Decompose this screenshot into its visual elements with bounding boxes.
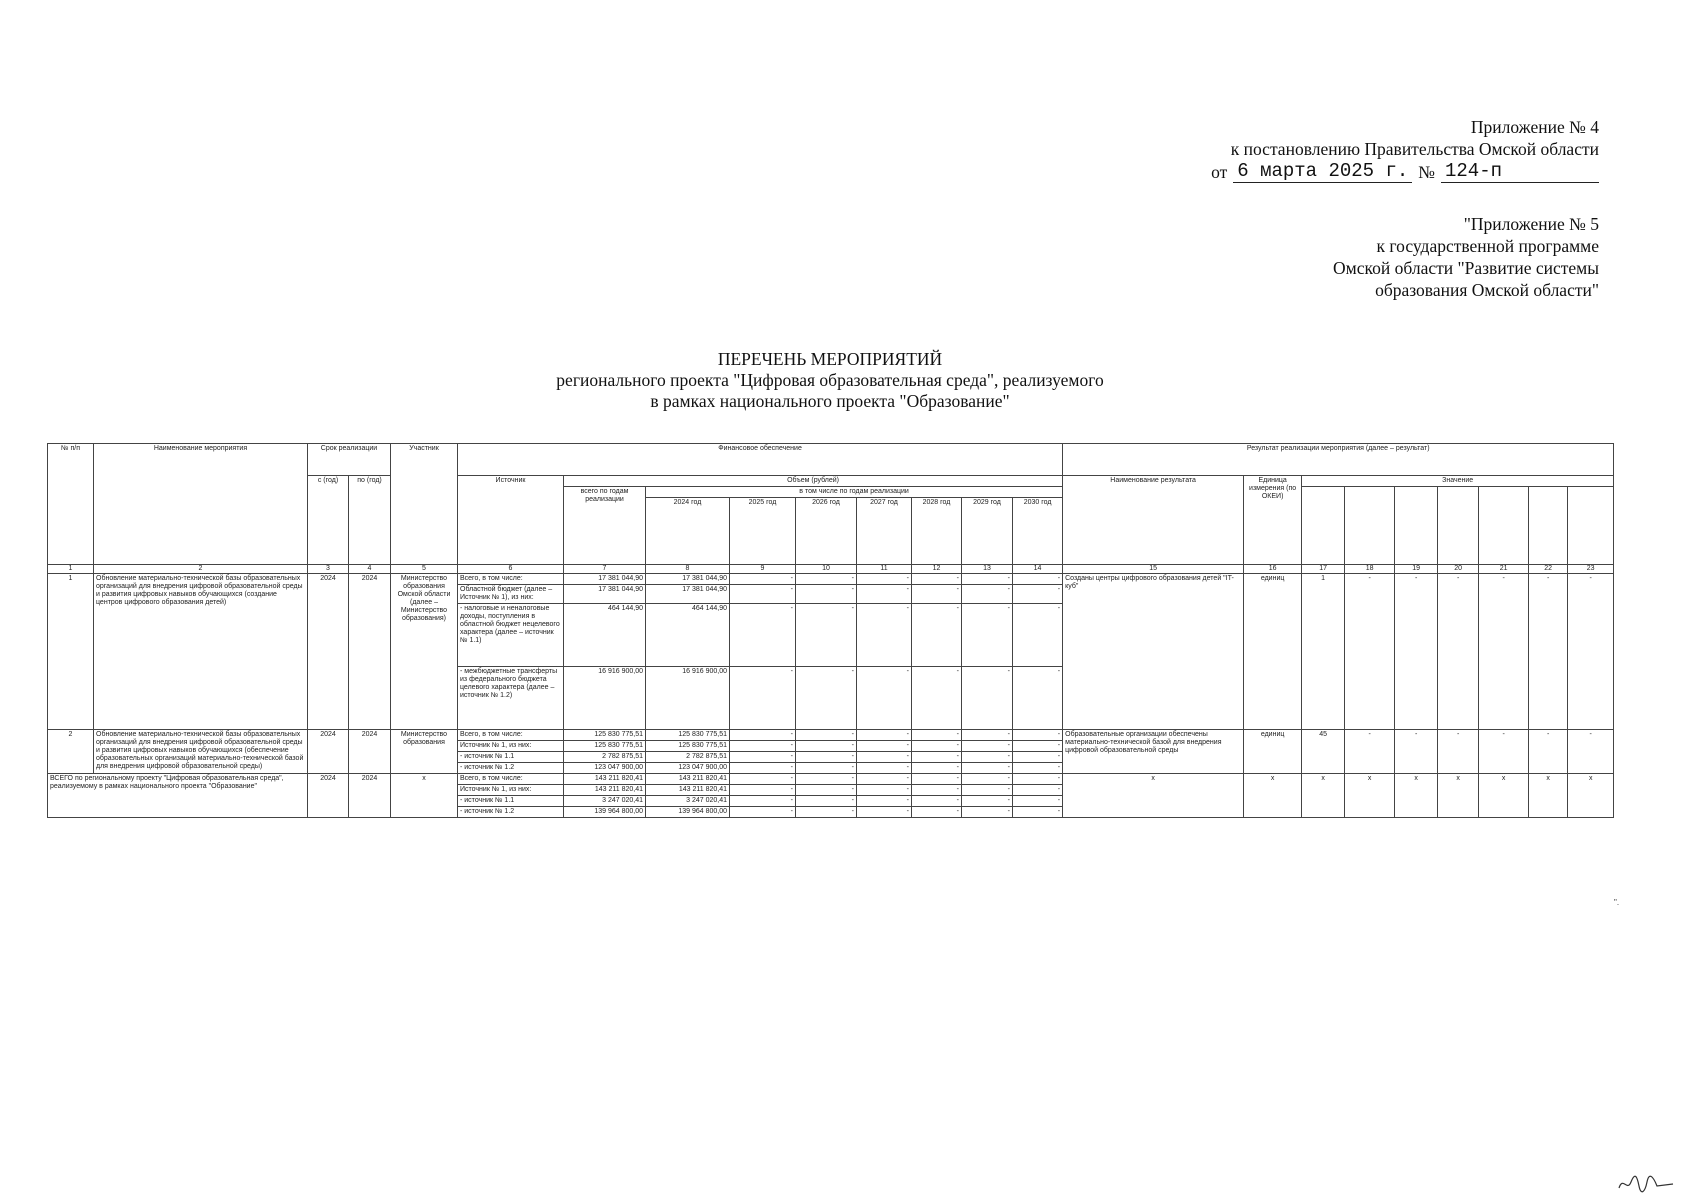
col-finance-header: Финансовое обеспечение bbox=[458, 444, 1063, 476]
year-amount-cell: - bbox=[1013, 763, 1063, 774]
column-number: 23 bbox=[1568, 565, 1614, 574]
year-amount-cell: - bbox=[1013, 730, 1063, 741]
from-label: от bbox=[1211, 162, 1228, 182]
item-year-to: 2024 bbox=[349, 574, 391, 730]
total-year-to: 2024 bbox=[349, 774, 391, 818]
year-amount-cell: - bbox=[857, 785, 912, 796]
total-cell: 17 381 044,90 bbox=[564, 574, 646, 585]
column-number: 20 bbox=[1438, 565, 1479, 574]
year-amount-cell: - bbox=[857, 667, 912, 730]
result-value: - bbox=[1438, 574, 1479, 730]
year-amount-cell: - bbox=[796, 774, 857, 785]
source-cell: - налоговые и неналоговые доходы, поступления в областной бюджет нецелевого характера (далее – источник № 1.1) bbox=[458, 604, 564, 667]
year-amount-cell: - bbox=[962, 741, 1013, 752]
column-number: 21 bbox=[1479, 565, 1529, 574]
fin-year-header: 2029 год bbox=[962, 498, 1013, 565]
result-unit: единиц bbox=[1244, 730, 1302, 774]
source-cell: - источник № 1.2 bbox=[458, 763, 564, 774]
year-amount-cell: - bbox=[796, 796, 857, 807]
year-amount-cell: - bbox=[962, 667, 1013, 730]
column-number: 10 bbox=[796, 565, 857, 574]
year-amount-cell: - bbox=[1013, 752, 1063, 763]
decree-date: 6 марта 2025 г. bbox=[1233, 160, 1412, 183]
source-cell: Всего, в том числе: bbox=[458, 574, 564, 585]
year-amount-cell: - bbox=[796, 763, 857, 774]
value-header-spacer bbox=[1438, 487, 1479, 565]
year-amount-cell: - bbox=[1013, 604, 1063, 667]
total-value: x bbox=[1395, 774, 1438, 818]
column-number: 4 bbox=[349, 565, 391, 574]
column-number: 11 bbox=[857, 565, 912, 574]
year-amount-cell: - bbox=[730, 730, 796, 741]
col-unit-header: Единица измерения (по ОКЕИ) bbox=[1244, 476, 1302, 565]
source-cell: Областной бюджет (далее – Источник № 1), из них: bbox=[458, 585, 564, 604]
year-amount-cell: - bbox=[857, 741, 912, 752]
total-cell: 143 211 820,41 bbox=[564, 774, 646, 785]
column-number: 13 bbox=[962, 565, 1013, 574]
year-amount-cell: - bbox=[857, 585, 912, 604]
year-amount-cell: - bbox=[912, 752, 962, 763]
total-cell: 2 782 875,51 bbox=[564, 752, 646, 763]
year-amount-cell: - bbox=[1013, 807, 1063, 818]
column-number: 5 bbox=[391, 565, 458, 574]
result-value: 1 bbox=[1302, 574, 1345, 730]
year-amount-cell: - bbox=[1013, 585, 1063, 604]
col-source-header: Источник bbox=[458, 476, 564, 565]
year-amount-cell: - bbox=[962, 785, 1013, 796]
value-header-spacer bbox=[1345, 487, 1395, 565]
year-amount-cell: 2 782 875,51 bbox=[646, 752, 730, 763]
year-amount-cell: - bbox=[1013, 574, 1063, 585]
result-value: - bbox=[1568, 574, 1614, 730]
year-amount-cell: - bbox=[962, 774, 1013, 785]
result-value: - bbox=[1479, 730, 1529, 774]
year-amount-cell: - bbox=[796, 785, 857, 796]
year-amount-cell: - bbox=[857, 574, 912, 585]
document-title bbox=[480, 349, 1180, 412]
total-value: x bbox=[1479, 774, 1529, 818]
year-amount-cell: - bbox=[962, 574, 1013, 585]
year-amount-cell: 143 211 820,41 bbox=[646, 774, 730, 785]
column-number: 3 bbox=[308, 565, 349, 574]
total-cell: 143 211 820,41 bbox=[564, 785, 646, 796]
column-number: 7 bbox=[564, 565, 646, 574]
result-value: - bbox=[1529, 730, 1568, 774]
item-name: Обновление материально-технической базы образовательных организаций для внедрения цифровой образовательной среды и развития цифровых навыков обучающихся (обеспечение образовательных организаций материально-технической базой для внедрения цифровой образовательной среды) bbox=[94, 730, 308, 774]
fin-year-header: 2030 год bbox=[1013, 498, 1063, 565]
col-value-header: Значение bbox=[1302, 476, 1614, 487]
appendix-decree-ref: к постановлению Правительства Омской области bbox=[1230, 139, 1599, 159]
total-result: x bbox=[1063, 774, 1244, 818]
program-appendix-line2: к государственной программе bbox=[1376, 236, 1599, 256]
item-number: 1 bbox=[48, 574, 94, 730]
year-amount-cell: - bbox=[912, 774, 962, 785]
total-unit: x bbox=[1244, 774, 1302, 818]
item-participant: Министерство образования Омской области (далее – Министерство образования) bbox=[391, 574, 458, 730]
value-header-spacer bbox=[1302, 487, 1345, 565]
year-amount-cell: - bbox=[912, 574, 962, 585]
appendix-number: Приложение № 4 bbox=[1470, 117, 1599, 137]
col-result-group-header: Результат реализации мероприятия (далее – результат) bbox=[1063, 444, 1614, 476]
column-numbers-row bbox=[48, 565, 1614, 574]
column-number: 12 bbox=[912, 565, 962, 574]
year-amount-cell: - bbox=[796, 604, 857, 667]
year-amount-cell: - bbox=[1013, 785, 1063, 796]
year-amount-cell: - bbox=[730, 785, 796, 796]
year-amount-cell: - bbox=[730, 585, 796, 604]
value-header-spacer bbox=[1529, 487, 1568, 565]
year-amount-cell: - bbox=[962, 763, 1013, 774]
total-value: x bbox=[1302, 774, 1345, 818]
year-amount-cell: - bbox=[912, 785, 962, 796]
column-number: 1 bbox=[48, 565, 94, 574]
year-amount-cell: 3 247 020,41 bbox=[646, 796, 730, 807]
decree-number: 124-п bbox=[1441, 160, 1599, 183]
table-row bbox=[48, 774, 1614, 785]
title-line3: в рамках национального проекта "Образование" bbox=[650, 391, 1010, 411]
col-incl-years-header: в том числе по годам реализации bbox=[646, 487, 1063, 498]
signature-mark bbox=[1617, 1172, 1675, 1194]
item-name: Обновление материально-технической базы образовательных организаций для внедрения цифровой образовательной среды и развития цифровых навыков обучающихся (создание центров цифрового образования детей) bbox=[94, 574, 308, 730]
total-value: x bbox=[1438, 774, 1479, 818]
col-term-header: Срок реализации bbox=[308, 444, 391, 476]
year-amount-cell: - bbox=[796, 730, 857, 741]
year-amount-cell: - bbox=[730, 604, 796, 667]
total-value: x bbox=[1529, 774, 1568, 818]
year-amount-cell: - bbox=[912, 667, 962, 730]
result-value: - bbox=[1479, 574, 1529, 730]
year-amount-cell: - bbox=[912, 730, 962, 741]
year-amount-cell: - bbox=[912, 604, 962, 667]
year-amount-cell: 17 381 044,90 bbox=[646, 585, 730, 604]
year-amount-cell: - bbox=[730, 667, 796, 730]
year-amount-cell: 16 916 900,00 bbox=[646, 667, 730, 730]
number-label: № bbox=[1418, 162, 1435, 182]
result-name: Созданы центры цифрового образования детей "IT-куб" bbox=[1063, 574, 1244, 730]
year-amount-cell: - bbox=[912, 585, 962, 604]
year-amount-cell: 464 144,90 bbox=[646, 604, 730, 667]
value-header-spacer bbox=[1568, 487, 1614, 565]
decree-date-line bbox=[1211, 160, 1599, 183]
item-year-from: 2024 bbox=[308, 574, 349, 730]
year-amount-cell: 125 830 775,51 bbox=[646, 730, 730, 741]
result-value: 45 bbox=[1302, 730, 1345, 774]
total-participant: x bbox=[391, 774, 458, 818]
program-appendix-line4: образования Омской области" bbox=[1375, 280, 1599, 300]
result-value: - bbox=[1529, 574, 1568, 730]
column-number: 19 bbox=[1395, 565, 1438, 574]
source-cell: Источник № 1, из них: bbox=[458, 785, 564, 796]
col-term-from-header: с (год) bbox=[308, 476, 349, 565]
year-amount-cell: - bbox=[912, 807, 962, 818]
year-amount-cell: - bbox=[857, 752, 912, 763]
col-total-years-header: всего по годам реализации bbox=[564, 487, 646, 565]
col-participant-header: Участник bbox=[391, 444, 458, 565]
year-amount-cell: - bbox=[1013, 667, 1063, 730]
title-line1: ПЕРЕЧЕНЬ МЕРОПРИЯТИЙ bbox=[717, 349, 943, 369]
program-appendix-header bbox=[1333, 213, 1599, 301]
year-amount-cell: - bbox=[857, 807, 912, 818]
year-amount-cell: - bbox=[730, 752, 796, 763]
column-number: 16 bbox=[1244, 565, 1302, 574]
year-amount-cell: - bbox=[796, 574, 857, 585]
total-cell: 3 247 020,41 bbox=[564, 796, 646, 807]
measures-table bbox=[47, 443, 1614, 818]
year-amount-cell: - bbox=[730, 574, 796, 585]
year-amount-cell: - bbox=[730, 807, 796, 818]
year-amount-cell: 125 830 775,51 bbox=[646, 741, 730, 752]
col-result-name-header: Наименование результата bbox=[1063, 476, 1244, 565]
year-amount-cell: - bbox=[730, 763, 796, 774]
year-amount-cell: - bbox=[1013, 796, 1063, 807]
program-appendix-line1: "Приложение № 5 bbox=[1463, 214, 1599, 234]
program-appendix-line3: Омской области "Развитие системы bbox=[1333, 258, 1599, 278]
result-value: - bbox=[1395, 574, 1438, 730]
source-cell: Всего, в том числе: bbox=[458, 730, 564, 741]
year-amount-cell: - bbox=[962, 807, 1013, 818]
fin-year-header: 2025 год bbox=[730, 498, 796, 565]
year-amount-cell: - bbox=[912, 763, 962, 774]
year-amount-cell: 143 211 820,41 bbox=[646, 785, 730, 796]
year-amount-cell: - bbox=[962, 730, 1013, 741]
year-amount-cell: - bbox=[796, 752, 857, 763]
total-value: x bbox=[1345, 774, 1395, 818]
table-row bbox=[48, 730, 1614, 741]
source-cell: - источник № 1.1 bbox=[458, 796, 564, 807]
total-name: ВСЕГО по региональному проекту "Цифровая образовательная среда", реализуемому в рамках национального проекта "Образование" bbox=[48, 774, 308, 818]
year-amount-cell: - bbox=[796, 585, 857, 604]
year-amount-cell: - bbox=[1013, 741, 1063, 752]
result-unit: единиц bbox=[1244, 574, 1302, 730]
year-amount-cell: 139 964 800,00 bbox=[646, 807, 730, 818]
column-number: 17 bbox=[1302, 565, 1345, 574]
source-cell: - межбюджетные трансферты из федерального бюджета целевого характера (далее – источник № 1.2) bbox=[458, 667, 564, 730]
total-cell: 17 381 044,90 bbox=[564, 585, 646, 604]
appendix-header bbox=[1211, 116, 1599, 183]
year-amount-cell: - bbox=[796, 741, 857, 752]
col-term-to-header: по (год) bbox=[349, 476, 391, 565]
year-amount-cell: - bbox=[912, 741, 962, 752]
year-amount-cell: - bbox=[796, 667, 857, 730]
value-header-spacer bbox=[1479, 487, 1529, 565]
column-number: 2 bbox=[94, 565, 308, 574]
result-value: - bbox=[1345, 730, 1395, 774]
item-year-from: 2024 bbox=[308, 730, 349, 774]
title-line2: регионального проекта "Цифровая образовательная среда", реализуемого bbox=[556, 370, 1104, 390]
source-cell: Всего, в том числе: bbox=[458, 774, 564, 785]
item-number: 2 bbox=[48, 730, 94, 774]
total-cell: 464 144,90 bbox=[564, 604, 646, 667]
year-amount-cell: - bbox=[730, 741, 796, 752]
header-row-1 bbox=[48, 444, 1614, 476]
item-year-to: 2024 bbox=[349, 730, 391, 774]
year-amount-cell: - bbox=[962, 585, 1013, 604]
year-amount-cell: - bbox=[730, 796, 796, 807]
col-volume-header: Объем (рублей) bbox=[564, 476, 1063, 487]
column-number: 22 bbox=[1529, 565, 1568, 574]
col-name-header: Наименование мероприятия bbox=[94, 444, 308, 565]
column-number: 18 bbox=[1345, 565, 1395, 574]
total-cell: 123 047 900,00 bbox=[564, 763, 646, 774]
year-amount-cell: 17 381 044,90 bbox=[646, 574, 730, 585]
col-num-header: № п/п bbox=[48, 444, 94, 565]
source-cell: - источник № 1.1 bbox=[458, 752, 564, 763]
fin-year-header: 2027 год bbox=[857, 498, 912, 565]
year-amount-cell: - bbox=[962, 604, 1013, 667]
total-year-from: 2024 bbox=[308, 774, 349, 818]
source-cell: Источник № 1, из них: bbox=[458, 741, 564, 752]
year-amount-cell: - bbox=[912, 796, 962, 807]
year-amount-cell: - bbox=[796, 807, 857, 818]
column-number: 14 bbox=[1013, 565, 1063, 574]
item-participant: Министерство образования bbox=[391, 730, 458, 774]
year-amount-cell: - bbox=[962, 752, 1013, 763]
source-cell: - источник № 1.2 bbox=[458, 807, 564, 818]
total-cell: 16 916 900,00 bbox=[564, 667, 646, 730]
year-amount-cell: - bbox=[962, 796, 1013, 807]
year-amount-cell: - bbox=[1013, 774, 1063, 785]
fin-year-header: 2028 год bbox=[912, 498, 962, 565]
result-value: - bbox=[1438, 730, 1479, 774]
table-row bbox=[48, 574, 1614, 585]
year-amount-cell: - bbox=[730, 774, 796, 785]
year-amount-cell: 123 047 900,00 bbox=[646, 763, 730, 774]
year-amount-cell: - bbox=[857, 796, 912, 807]
year-amount-cell: - bbox=[857, 763, 912, 774]
fin-year-header: 2024 год bbox=[646, 498, 730, 565]
column-number: 15 bbox=[1063, 565, 1244, 574]
year-amount-cell: - bbox=[857, 604, 912, 667]
result-value: - bbox=[1568, 730, 1614, 774]
total-cell: 125 830 775,51 bbox=[564, 741, 646, 752]
fin-year-header: 2026 год bbox=[796, 498, 857, 565]
total-value: x bbox=[1568, 774, 1614, 818]
column-number: 8 bbox=[646, 565, 730, 574]
year-amount-cell: - bbox=[857, 774, 912, 785]
value-header-spacer bbox=[1395, 487, 1438, 565]
total-cell: 139 964 800,00 bbox=[564, 807, 646, 818]
result-name: Образовательные организации обеспечены материально-технической базой для внедрения цифровой образовательной среды bbox=[1063, 730, 1244, 774]
end-quote-mark: ". bbox=[1614, 898, 1620, 907]
total-cell: 125 830 775,51 bbox=[564, 730, 646, 741]
column-number: 6 bbox=[458, 565, 564, 574]
result-value: - bbox=[1395, 730, 1438, 774]
year-amount-cell: - bbox=[857, 730, 912, 741]
column-number: 9 bbox=[730, 565, 796, 574]
result-value: - bbox=[1345, 574, 1395, 730]
